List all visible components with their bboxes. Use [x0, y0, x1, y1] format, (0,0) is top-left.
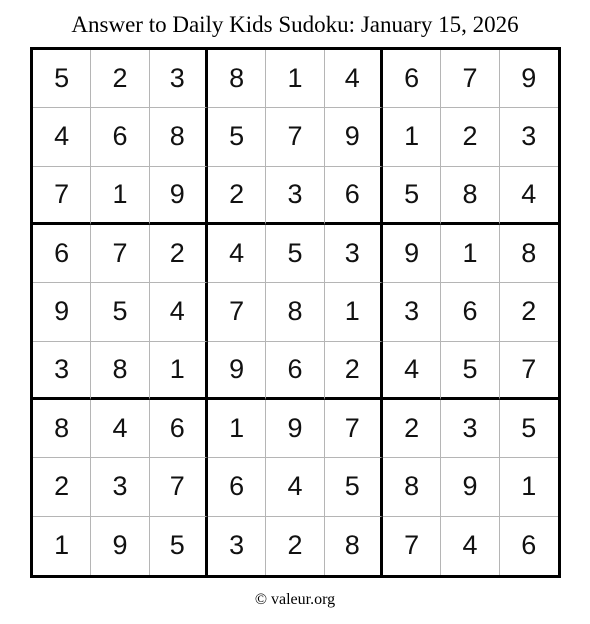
sudoku-cell: 3: [383, 283, 441, 341]
sudoku-cell: 9: [383, 225, 441, 283]
sudoku-cell: 7: [383, 517, 441, 575]
sudoku-cell: 8: [91, 342, 149, 400]
sudoku-cell: 7: [325, 400, 383, 458]
sudoku-cell: 8: [208, 50, 266, 108]
sudoku-cell: 1: [208, 400, 266, 458]
sudoku-cell: 3: [441, 400, 499, 458]
sudoku-cell: 4: [91, 400, 149, 458]
sudoku-cell: 8: [441, 167, 499, 225]
sudoku-cell: 6: [521, 530, 537, 561]
sudoku-cell: 3: [91, 458, 149, 516]
sudoku-cell: 9: [91, 517, 149, 575]
sudoku-cell: 6: [208, 458, 266, 516]
sudoku-cell: 4: [208, 225, 266, 283]
sudoku-cell: 7: [500, 342, 558, 400]
sudoku-cell: 5: [150, 517, 208, 575]
sudoku-cell: 4: [150, 283, 208, 341]
sudoku-cell: 6: [150, 400, 208, 458]
sudoku-cell: 2: [325, 342, 383, 400]
sudoku-cell: 7: [208, 283, 266, 341]
copyright-footer: © valeur.org: [254, 591, 336, 608]
sudoku-cell: 9: [208, 342, 266, 400]
sudoku-cell: 4: [383, 342, 441, 400]
sudoku-cell: 5: [383, 167, 441, 225]
sudoku-cell: 2: [33, 458, 91, 516]
sudoku-cell: 9: [500, 50, 558, 108]
sudoku-cell: 1: [33, 517, 91, 575]
sudoku-cell: 2: [150, 225, 208, 283]
sudoku-cell: 1: [383, 108, 441, 166]
sudoku-cell: 6: [266, 342, 324, 400]
page-title: Answer to Daily Kids Sudoku: January 15, 2026: [71, 12, 519, 37]
sudoku-cell: 3: [266, 167, 324, 225]
sudoku-cell: 5: [33, 50, 91, 108]
sudoku-cell: 1: [441, 225, 499, 283]
sudoku-cell: 5: [325, 458, 383, 516]
sudoku-cell: 8: [325, 517, 383, 575]
sudoku-cell: 3: [325, 225, 383, 283]
sudoku-cell: 3: [33, 342, 91, 400]
sudoku-cell: 6: [33, 225, 91, 283]
sudoku-cell: 2: [266, 517, 324, 575]
sudoku-cell: 5: [91, 283, 149, 341]
sudoku-cell: 6: [383, 50, 441, 108]
sudoku-cell: 3: [150, 50, 208, 108]
sudoku-cell: 4: [500, 167, 558, 225]
sudoku-cell: 7: [150, 458, 208, 516]
sudoku-cell: 1: [150, 342, 208, 400]
sudoku-cell: 1: [266, 50, 324, 108]
sudoku-cell: 8: [383, 458, 441, 516]
sudoku-cell: 2: [208, 167, 266, 225]
sudoku-cell: 9: [150, 167, 208, 225]
sudoku-cell: 1: [500, 458, 558, 516]
sudoku-cell: 1: [91, 167, 149, 225]
sudoku-cell: 5: [266, 225, 324, 283]
sudoku-cell: 3: [208, 517, 266, 575]
sudoku-cell: 5: [208, 108, 266, 166]
sudoku-cell: 8: [266, 283, 324, 341]
sudoku-cell: 7: [266, 108, 324, 166]
sudoku-cell: 5: [500, 400, 558, 458]
sudoku-cell: 7: [33, 167, 91, 225]
sudoku-cell: 9: [33, 283, 91, 341]
sudoku-cell: 6: [441, 283, 499, 341]
sudoku-cell: 3: [500, 108, 558, 166]
sudoku-cell: 4: [441, 517, 499, 575]
sudoku-cell: 9: [266, 400, 324, 458]
sudoku-cell: 5: [441, 342, 499, 400]
sudoku-cell: 6: [91, 108, 149, 166]
sudoku-cell: 7: [441, 50, 499, 108]
sudoku-cell: 8: [33, 400, 91, 458]
sudoku-cell: 7: [91, 225, 149, 283]
sudoku-cell: 8: [150, 108, 208, 166]
sudoku-cell: 2: [441, 108, 499, 166]
sudoku-cell: 1: [325, 283, 383, 341]
sudoku-board: [30, 47, 561, 578]
sudoku-cell: 4: [266, 458, 324, 516]
sudoku-cell: 9: [441, 458, 499, 516]
sudoku-cell: 2: [500, 283, 558, 341]
sudoku-cell: 2: [91, 50, 149, 108]
sudoku-cell: 2: [383, 400, 441, 458]
sudoku-cell: 9: [325, 108, 383, 166]
sudoku-cell: 6: [325, 167, 383, 225]
sudoku-cell: 8: [500, 225, 558, 283]
sudoku-cell: 4: [33, 108, 91, 166]
sudoku-cell: 4: [325, 50, 383, 108]
